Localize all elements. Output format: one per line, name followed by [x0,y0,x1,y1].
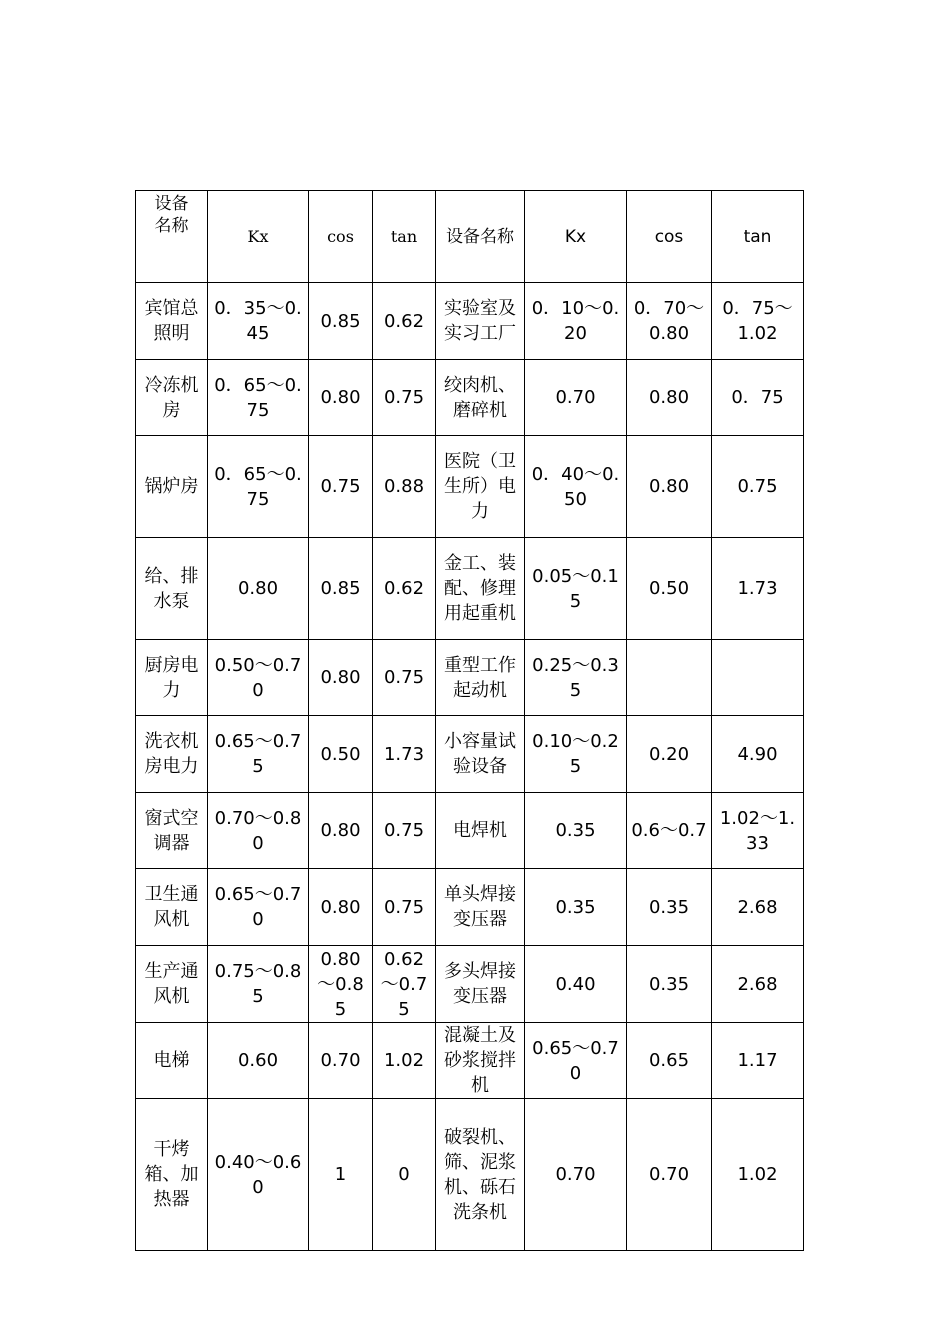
cell-tan: 0 [373,1099,436,1251]
cell-tan-2: 1.17 [712,1023,804,1099]
cell-kx: 0.40～0.60 [208,1099,309,1251]
cell-cos: 0.80～0.85 [309,946,373,1023]
cell-device-name: 卫生通风机 [136,869,208,946]
cell-cos-2: 0.70 [627,1099,712,1251]
cell-tan: 1.73 [373,716,436,793]
cell-device-name: 宾馆总照明 [136,283,208,360]
cell-kx-2: 0.25～0.35 [525,640,627,716]
cell-kx: 0.65～0.75 [208,716,309,793]
cell-device-name: 给、排水泵 [136,538,208,640]
coefficient-table [135,190,804,1251]
header-tan: tan [373,191,436,283]
cell-device-name: 冷冻机房 [136,360,208,436]
cell-kx-2: 0.35 [525,793,627,869]
header-kx-2: Kx [525,191,627,283]
cell-device-name: 锅炉房 [136,436,208,538]
cell-tan: 0.62～0.75 [373,946,436,1023]
cell-tan: 1.02 [373,1023,436,1099]
header-device-name-2: 设备名称 [436,191,525,283]
cell-kx-2: 0.65～0.70 [525,1023,627,1099]
cell-tan: 0.75 [373,360,436,436]
cell-cos: 0.80 [309,869,373,946]
cell-tan-2: 1.73 [712,538,804,640]
cell-cos-2: 0.6～0.7 [627,793,712,869]
cell-cos: 0.80 [309,793,373,869]
cell-tan: 0.88 [373,436,436,538]
cell-cos-2: 0.50 [627,538,712,640]
cell-kx-2: 0.70 [525,360,627,436]
table-row [136,283,804,360]
cell-device-name: 电梯 [136,1023,208,1099]
cell-kx-2: 0.10～0.25 [525,716,627,793]
cell-cos-2: 0.35 [627,869,712,946]
cell-tan: 0.75 [373,869,436,946]
cell-device-name-2: 小容量试验设备 [436,716,525,793]
cell-device-name-2: 绞肉机、磨碎机 [436,360,525,436]
cell-device-name-2: 单头焊接变压器 [436,869,525,946]
cell-cos-2 [627,640,712,716]
cell-cos: 0.50 [309,716,373,793]
cell-device-name-2: 破裂机、筛、泥浆机、砾石洗条机 [436,1099,525,1251]
cell-device-name-2: 实验室及实习工厂 [436,283,525,360]
cell-kx: 0．35～0.45 [208,283,309,360]
cell-device-name-2: 多头焊接变压器 [436,946,525,1023]
cell-device-name-2: 电焊机 [436,793,525,869]
cell-cos-2: 0.80 [627,436,712,538]
cell-cos: 0.80 [309,640,373,716]
cell-device-name-2: 混凝土及砂浆搅拌机 [436,1023,525,1099]
cell-tan: 0.75 [373,793,436,869]
cell-kx: 0.60 [208,1023,309,1099]
header-device-name: 设备名称 [136,191,208,283]
cell-tan-2: 0．75 [712,360,804,436]
table-row [136,1099,804,1251]
cell-device-name: 干烤箱、加热器 [136,1099,208,1251]
cell-kx: 0.80 [208,538,309,640]
cell-tan: 0.62 [373,538,436,640]
cell-kx-2: 0．40～0.50 [525,436,627,538]
cell-device-name: 生产通风机 [136,946,208,1023]
cell-tan-2: 2.68 [712,946,804,1023]
cell-tan-2 [712,640,804,716]
cell-cos-2: 0.20 [627,716,712,793]
cell-kx-2: 0．10～0.20 [525,283,627,360]
cell-device-name: 洗衣机房电力 [136,716,208,793]
cell-kx: 0．65～0.75 [208,360,309,436]
table-row [136,869,804,946]
table-row [136,360,804,436]
cell-cos-2: 0．70～0.80 [627,283,712,360]
header-cos: cos [309,191,373,283]
cell-kx: 0.75～0.85 [208,946,309,1023]
cell-tan: 0.75 [373,640,436,716]
cell-device-name: 厨房电力 [136,640,208,716]
cell-tan-2: 2.68 [712,869,804,946]
cell-tan-2: 0．75～1.02 [712,283,804,360]
cell-tan: 0.62 [373,283,436,360]
header-tan-2: tan [712,191,804,283]
cell-tan-2: 0.75 [712,436,804,538]
cell-cos: 0.70 [309,1023,373,1099]
table-row [136,793,804,869]
cell-device-name: 窗式空调器 [136,793,208,869]
cell-kx-2: 0.05～0.15 [525,538,627,640]
cell-device-name-2: 医院（卫生所）电力 [436,436,525,538]
cell-cos-2: 0.35 [627,946,712,1023]
cell-tan-2: 4.90 [712,716,804,793]
table-header-row [136,191,804,283]
cell-tan-2: 1.02 [712,1099,804,1251]
table-row [136,640,804,716]
cell-cos: 0.75 [309,436,373,538]
cell-kx-2: 0.40 [525,946,627,1023]
cell-tan-2: 1.02～1.33 [712,793,804,869]
cell-kx-2: 0.35 [525,869,627,946]
cell-kx: 0．65～0.75 [208,436,309,538]
table-row [136,1023,804,1099]
header-kx: Kx [208,191,309,283]
table-row [136,946,804,1023]
cell-kx: 0.70～0.80 [208,793,309,869]
cell-cos-2: 0.65 [627,1023,712,1099]
cell-cos: 0.85 [309,283,373,360]
cell-kx: 0.50～0.70 [208,640,309,716]
cell-kx: 0.65～0.70 [208,869,309,946]
table-row [136,716,804,793]
header-cos-2: cos [627,191,712,283]
cell-cos: 0.80 [309,360,373,436]
cell-cos-2: 0.80 [627,360,712,436]
cell-cos: 1 [309,1099,373,1251]
cell-kx-2: 0.70 [525,1099,627,1251]
cell-cos: 0.85 [309,538,373,640]
table-row [136,538,804,640]
table-body [136,191,804,1251]
cell-device-name-2: 金工、装配、修理用起重机 [436,538,525,640]
cell-device-name-2: 重型工作起动机 [436,640,525,716]
table-row [136,436,804,538]
